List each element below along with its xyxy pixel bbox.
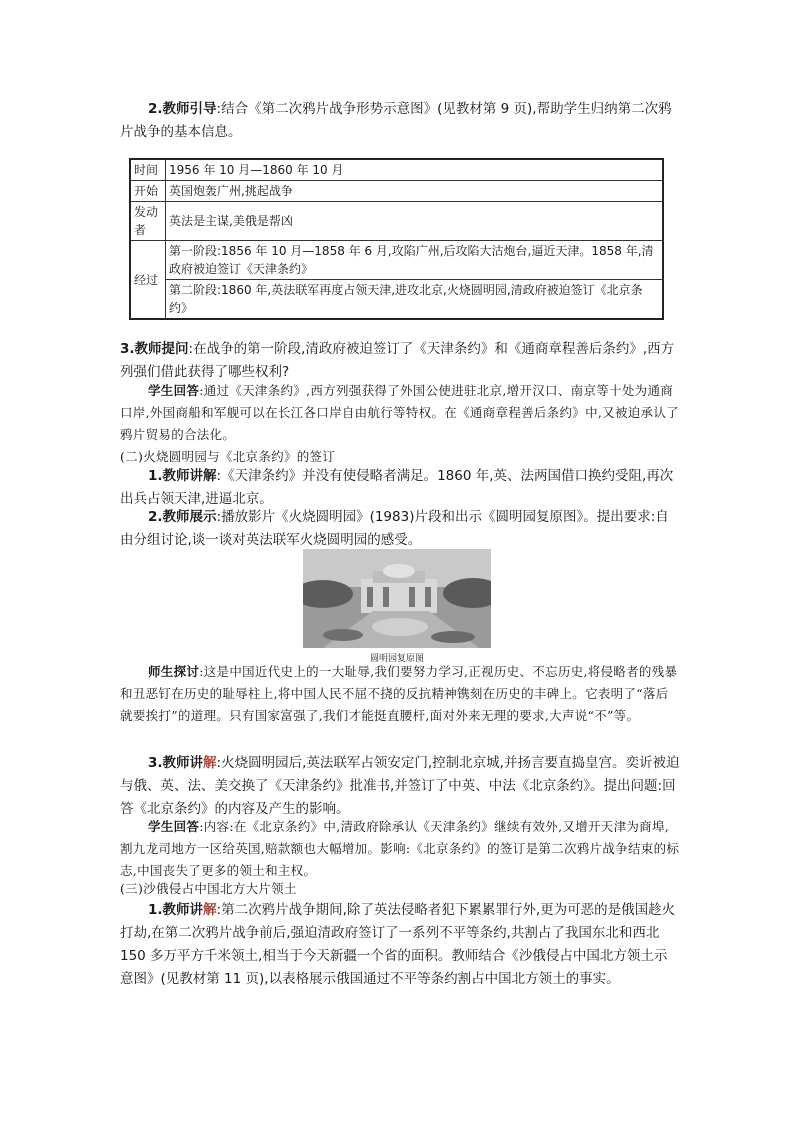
table-row: 经过 第一阶段:1856 年 10 月—1858 年 6 月,攻陷广州,后攻陷大沽炮台,逼近天津。1858 年,清政府被迫签订《天津条约》 — [130, 241, 663, 280]
teacher-student-discussion: 师生探讨:这是中国近代史上的一大耻辱,我们要努力学习,正视历史、不忘历史,将侵略者的残暴和丑恶钉在历史的耻辱柱上,将中国人民不屈不挠的反抗精神镌刻在历史的丰碑上。它表明了“落后就要挨打”的道理。只有国家富强了,我们才能挺直腰杆,面对外来无理的要求,大声说“不”等。 — [120, 664, 678, 723]
table-row: 时间 1956 年 10 月—1860 年 10 月 — [130, 159, 663, 181]
table-row: 发动者 英法是主谋,美俄是帮凶 — [130, 202, 663, 241]
paragraph-step3: 3.教师提问:在战争的第一阶段,清政府被迫签订了《天津条约》和《通商章程善后条约》,西方列强们借此获得了哪些权利? — [120, 341, 675, 380]
war-info-table — [129, 158, 664, 320]
table-row: 第二阶段:1860 年,英法联军再度占领天津,进攻北京,火烧圆明园,清政府被迫签订《北京条约》 — [130, 280, 663, 320]
student-answer-1: 学生回答:通过《天津条约》,西方列强获得了外国公使进驻北京,增开汉口、南京等十处为通商口岸,外国商船和军舰可以在长江各口岸自由航行等特权。在《通商章程善后条约》中,又被迫承认了鸦片贸易的合法化。 — [120, 383, 679, 442]
section2-paragraph-1: 1.教师讲解:《天津条约》并没有使侵略者满足。1860 年,英、法两国借口换约受阻,再次出兵占领天津,进逼北京。 — [120, 468, 674, 507]
section2-paragraph-3: 3.教师讲解:火烧圆明园后,英法联军占领安定门,控制北京城,并扬言要直捣皇宫。奕䜣被迫与俄、英、法、美交换了《天津条约》批准书,并签订了中英、中法《北京条约》。提出问题:回答《北京条约》的内容及产生的影响。 — [120, 755, 680, 817]
table-row: 开始 英国炮轰广州,挑起战争 — [130, 181, 663, 202]
section-heading-2: (二)火烧圆明园与《北京条约》的签订 — [120, 449, 336, 464]
yuanmingyuan-restoration-image — [303, 549, 491, 648]
student-answer-2: 学生回答:内容:在《北京条约》中,清政府除承认《天津条约》继续有效外,又增开天津为商埠,割九龙司地方一区给英国,赔款额也大幅增加。影响:《北京条约》的签订是第二次鸦片战争结束的标志,中国丧失了更多的领土和主权。 — [120, 819, 680, 878]
section3-paragraph-1: 1.教师讲解:第二次鸦片战争期间,除了英法侵略者犯下累累罪行外,更为可恶的是俄国趁火打劫,在第二次鸦片战争前后,强迫清政府签订了一系列不平等条约,共割占了我国东北和西北 150 多万平方千米领土,相当于今天新疆一个省的面积。教师结合《沙俄侵占中国北方领土示意图》(见教材第 11 页),以表格展示俄国通过不平等条约割占中国北方领土的事实。 — [120, 902, 676, 987]
image-caption: 圆明园复原图 — [369, 654, 424, 664]
section2-paragraph-2: 2.教师展示:播放影片《火烧圆明园》(1983)片段和出示《圆明园复原图》。提出要求:自由分组讨论,谈一谈对英法联军火烧圆明园的感受。 — [120, 509, 669, 548]
section-heading-3: (三)沙俄侵占中国北方大片领土 — [120, 881, 297, 896]
paragraph-step2: 2.教师引导:结合《第二次鸦片战争形势示意图》(见教材第 9 页),帮助学生归纳第二次鸦片战争的基本信息。 — [120, 101, 672, 140]
